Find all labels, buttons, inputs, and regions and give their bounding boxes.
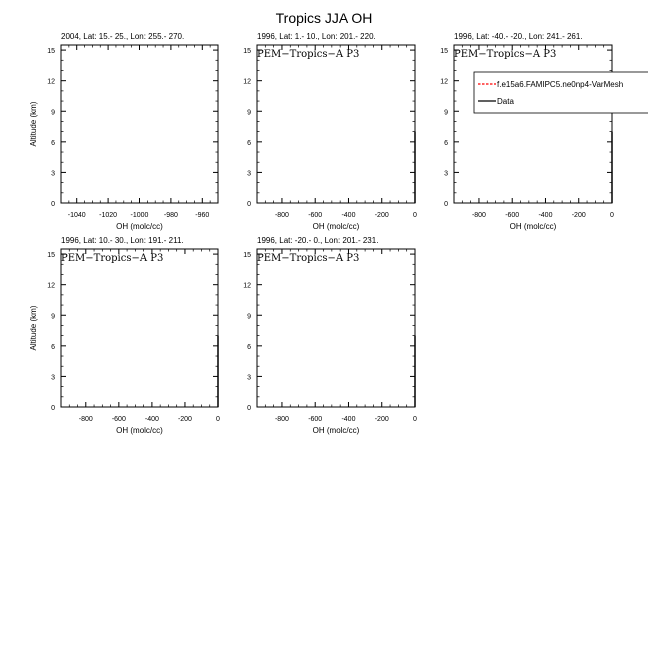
x-tick-label: -800 xyxy=(471,212,486,219)
figure-title: Tropics JJA OH xyxy=(275,10,373,26)
x-tick-label: -800 xyxy=(274,416,289,423)
x-axis-label: OH (molc/cc) xyxy=(116,426,163,435)
y-tick-label: 0 xyxy=(51,201,55,208)
y-tick-label: 9 xyxy=(51,313,55,321)
x-tick-label: -200 xyxy=(374,212,389,219)
y-tick-label: 9 xyxy=(247,313,251,321)
plot-frame xyxy=(61,45,218,203)
y-tick-label: 15 xyxy=(243,252,251,260)
panel-title: 1996, Lat: -20.- 0., Lon: 201.- 231. xyxy=(257,236,379,245)
y-tick-label: 15 xyxy=(440,48,448,56)
plot-frame xyxy=(61,249,218,407)
plot-frame xyxy=(257,45,415,203)
y-tick-label: 9 xyxy=(247,109,251,117)
x-tick-label: -1000 xyxy=(130,212,149,219)
y-tick-label: 0 xyxy=(247,201,251,208)
y-tick-label: 6 xyxy=(444,139,448,147)
plot-frame xyxy=(454,45,612,203)
panel-annotation: PEM−Tropics−A P3 xyxy=(257,253,360,264)
panel-title: 1996, Lat: 1.- 10., Lon: 201.- 220. xyxy=(257,32,376,41)
x-tick-label: -200 xyxy=(571,212,586,219)
y-axis-label: Altitude (km) xyxy=(29,305,38,351)
y-tick-label: 12 xyxy=(47,78,55,86)
x-tick-label: -600 xyxy=(308,212,323,219)
y-tick-label: 15 xyxy=(243,48,251,56)
x-tick-label: 0 xyxy=(413,416,417,423)
x-tick-label: 0 xyxy=(216,416,220,423)
x-tick-label: -200 xyxy=(177,416,192,423)
y-tick-label: 3 xyxy=(444,170,448,178)
x-tick-label: -200 xyxy=(374,416,389,423)
y-tick-label: 12 xyxy=(440,78,448,86)
y-tick-label: 15 xyxy=(47,48,55,56)
x-axis-label: OH (molc/cc) xyxy=(312,222,360,231)
panel-annotation: PEM−Tropics−A P3 xyxy=(61,253,164,264)
panel-annotation: PEM−Tropics−A P3 xyxy=(454,49,557,60)
y-tick-label: 0 xyxy=(247,405,251,412)
x-tick-label: -800 xyxy=(274,212,289,219)
panel-5 xyxy=(243,236,417,435)
x-axis-label: OH (molc/cc) xyxy=(116,222,163,231)
x-tick-label: -1040 xyxy=(67,212,86,219)
x-tick-label: -400 xyxy=(538,212,553,219)
legend-label: Data xyxy=(497,97,514,106)
y-tick-label: 3 xyxy=(247,170,251,178)
y-tick-label: 6 xyxy=(247,139,251,147)
x-tick-label: -400 xyxy=(341,212,356,219)
y-tick-label: 6 xyxy=(247,343,251,351)
y-tick-label: 3 xyxy=(51,170,55,178)
y-tick-label: 6 xyxy=(51,139,55,147)
panel-title: 1996, Lat: 10.- 30., Lon: 191.- 211. xyxy=(61,236,184,245)
x-tick-label: -600 xyxy=(505,212,520,219)
panel-annotation: PEM−Tropics−A P3 xyxy=(257,49,360,60)
y-tick-label: 3 xyxy=(247,374,251,382)
legend-label: f.e15a6.FAMIPC5.ne0np4-VarMesh xyxy=(497,80,624,89)
x-axis-label: OH (molc/cc) xyxy=(312,426,360,435)
legend-box xyxy=(474,72,648,113)
x-tick-label: -800 xyxy=(78,416,93,423)
x-axis-label: OH (molc/cc) xyxy=(509,222,557,231)
panel-3 xyxy=(440,32,614,231)
x-tick-label: -400 xyxy=(144,416,159,423)
x-tick-label: -1020 xyxy=(99,212,118,219)
y-tick-label: 15 xyxy=(47,252,55,260)
y-tick-label: 9 xyxy=(444,109,448,117)
x-tick-label: -980 xyxy=(163,212,178,219)
panel-2 xyxy=(243,32,417,231)
panel-title: 2004, Lat: 15.- 25., Lon: 255.- 270. xyxy=(61,32,185,41)
panel-title: 1996, Lat: -40.- -20., Lon: 241.- 261. xyxy=(454,32,583,41)
panel-4 xyxy=(29,236,220,435)
y-tick-label: 12 xyxy=(243,282,251,290)
x-tick-label: -600 xyxy=(111,416,126,423)
x-tick-label: 0 xyxy=(610,212,614,219)
x-tick-label: -960 xyxy=(195,212,210,219)
panel-1 xyxy=(29,32,218,231)
y-axis-label: Altitude (km) xyxy=(29,101,38,147)
y-tick-label: 6 xyxy=(51,343,55,351)
y-tick-label: 9 xyxy=(51,109,55,117)
y-tick-label: 12 xyxy=(47,282,55,290)
y-tick-label: 0 xyxy=(444,201,448,208)
x-tick-label: -400 xyxy=(341,416,356,423)
y-tick-label: 12 xyxy=(243,78,251,86)
y-tick-label: 3 xyxy=(51,374,55,382)
legend xyxy=(474,72,648,113)
y-tick-label: 0 xyxy=(51,405,55,412)
plot-frame xyxy=(257,249,415,407)
x-tick-label: 0 xyxy=(413,212,417,219)
x-tick-label: -600 xyxy=(308,416,323,423)
